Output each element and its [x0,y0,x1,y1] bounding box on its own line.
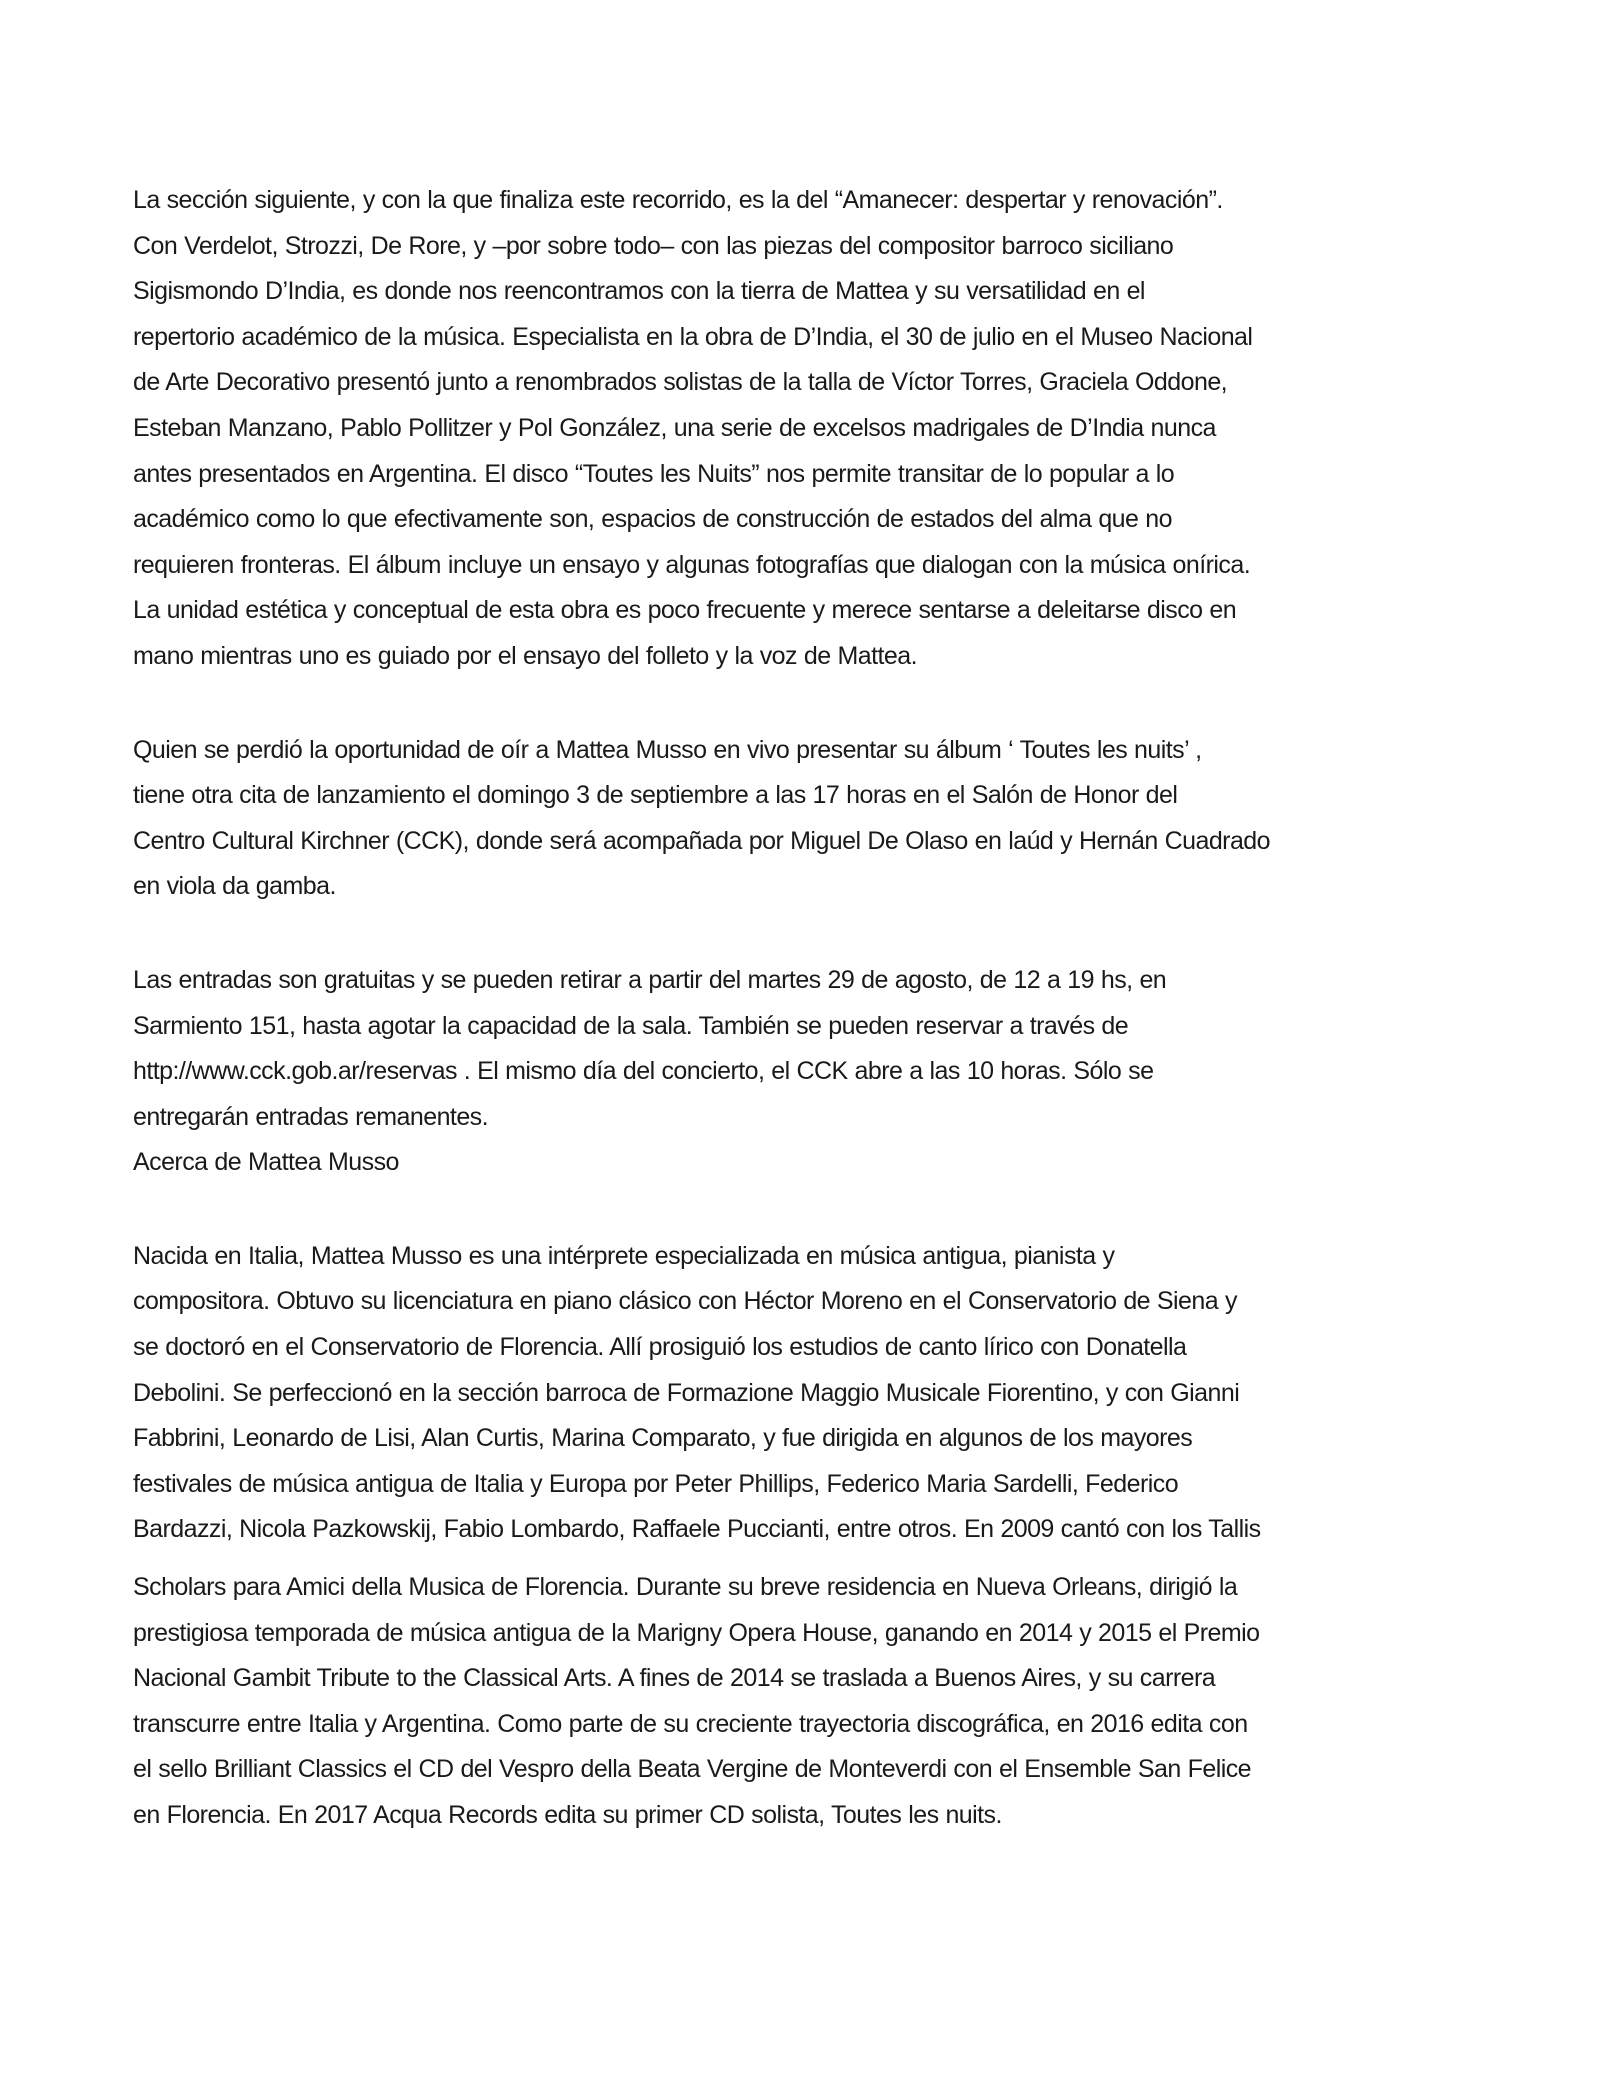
text-line: en Florencia. En 2017 Acqua Records edita su primer CD solista, Toutes les nuits. [133,1801,1002,1829]
text-line: académico como lo que efectivamente son, espacios de construcción de estados del alma que no [133,505,1172,534]
text-line: Debolini. Se perfeccionó en la sección barroca de Formazione Maggio Musicale Fiorentino, y con Gianni [133,1378,1240,1407]
document-page [133,178,1473,1839]
text-line: transcurre entre Italia y Argentina. Como parte de su creciente trayectoria discográfica, en 2016 edita con [133,1709,1248,1738]
text-line: Sarmiento 151, hasta agotar la capacidad de la sala. También se pueden reservar a través de [133,1011,1129,1040]
text-line: compositora. Obtuvo su licenciatura en piano clásico con Héctor Moreno en el Conservatorio de Siena y [133,1287,1237,1316]
text-line: La unidad estética y conceptual de esta obra es poco frecuente y merece sentarse a deleitarse disco en [133,596,1237,625]
text-line: Sigismondo D’India, es donde nos reencontramos con la tierra de Mattea y su versatilidad en el [133,277,1145,306]
text-line: se doctoró en el Conservatorio de Florencia. Allí prosiguió los estudios de canto lírico con Donatella [133,1333,1187,1362]
text-line: antes presentados en Argentina. El disco “Toutes les Nuits” nos permite transitar de lo popular a lo [133,459,1175,488]
paragraph-spacer [133,910,1473,958]
text-line: Scholars para Amici della Musica de Florencia. Durante su breve residencia en Nueva Orleans, dirigió la [133,1573,1238,1602]
text-line: Centro Cultural Kirchner (CCK), donde será acompañada por Miguel De Olaso en laúd y Hernán Cuadrado [133,826,1271,855]
text-line: repertorio académico de la música. Especialista en la obra de D’India, el 30 de julio en el Museo Nacional [133,322,1253,351]
paragraph-lanzamiento [133,728,1473,910]
text-line: Nacional Gambit Tribute to the Classical Arts. A fines de 2014 se traslada a Buenos Aires, y su carrera [133,1664,1216,1693]
text-line: entregarán entradas remanentes. [133,1102,489,1131]
text-line: Con Verdelot, Strozzi, De Rore, y –por sobre todo– con las piezas del compositor barroco siciliano [133,231,1174,260]
text-line: tiene otra cita de lanzamiento el domingo 3 de septiembre a las 17 horas en el Salón de Honor del [133,781,1178,810]
reservas-link-line: http://www.cck.gob.ar/reservas . El mismo día del concierto, el CCK abre a las 10 horas. Sólo se [133,1057,1154,1086]
text-line: Esteban Manzano, Pablo Pollitzer y Pol González, una serie de excelsos madrigales de D’India nunca [133,413,1216,442]
paragraph-spacer [133,680,1473,728]
text-line: Nacida en Italia, Mattea Musso es una intérprete especializada en música antigua, pianista y [133,1241,1115,1270]
text-line: Las entradas son gratuitas y se pueden retirar a partir del martes 29 de agosto, de 12 a 19 hs, en [133,965,1167,994]
text-line: el sello Brilliant Classics el CD del Vespro della Beata Vergine de Monteverdi con el Ensemble San Felice [133,1755,1252,1784]
text-line: en viola da gamba. [133,872,336,901]
paragraph-spacer [133,1553,1473,1565]
text-line: Quien se perdió la oportunidad de oír a Mattea Musso en vivo presentar su álbum ‘ Toutes les nuits’ , [133,735,1202,764]
paragraph-amanecer [133,178,1473,680]
paragraph-bio-2 [133,1565,1473,1839]
text-line: mano mientras uno es guiado por el ensayo del folleto y la voz de Mattea. [133,641,918,670]
text-line: de Arte Decorativo presentó junto a renombrados solistas de la talla de Víctor Torres, Graciela Oddone, [133,368,1228,397]
paragraph-spacer [133,1186,1473,1234]
section-heading-acerca: Acerca de Mattea Musso [133,1148,399,1177]
text-line: festivales de música antigua de Italia y Europa por Peter Phillips, Federico Maria Sardelli, Federico [133,1469,1179,1498]
text-line: Fabbrini, Leonardo de Lisi, Alan Curtis, Marina Comparato, y fue dirigida en algunos de los mayores [133,1424,1193,1453]
paragraph-bio-1 [133,1234,1473,1553]
paragraph-entradas [133,958,1473,1186]
text-line: requieren fronteras. El álbum incluye un ensayo y algunas fotografías que dialogan con la música onírica. [133,550,1251,579]
text-line: prestigiosa temporada de música antigua de la Marigny Opera House, ganando en 2014 y 2015 el Premio [133,1618,1260,1647]
text-line: Bardazzi, Nicola Pazkowskij, Fabio Lombardo, Raffaele Puccianti, entre otros. En 2009 cantó con los Tallis [133,1515,1261,1544]
text-line: La sección siguiente, y con la que finaliza este recorrido, es la del “Amanecer: despertar y renovación”. [133,186,1223,214]
